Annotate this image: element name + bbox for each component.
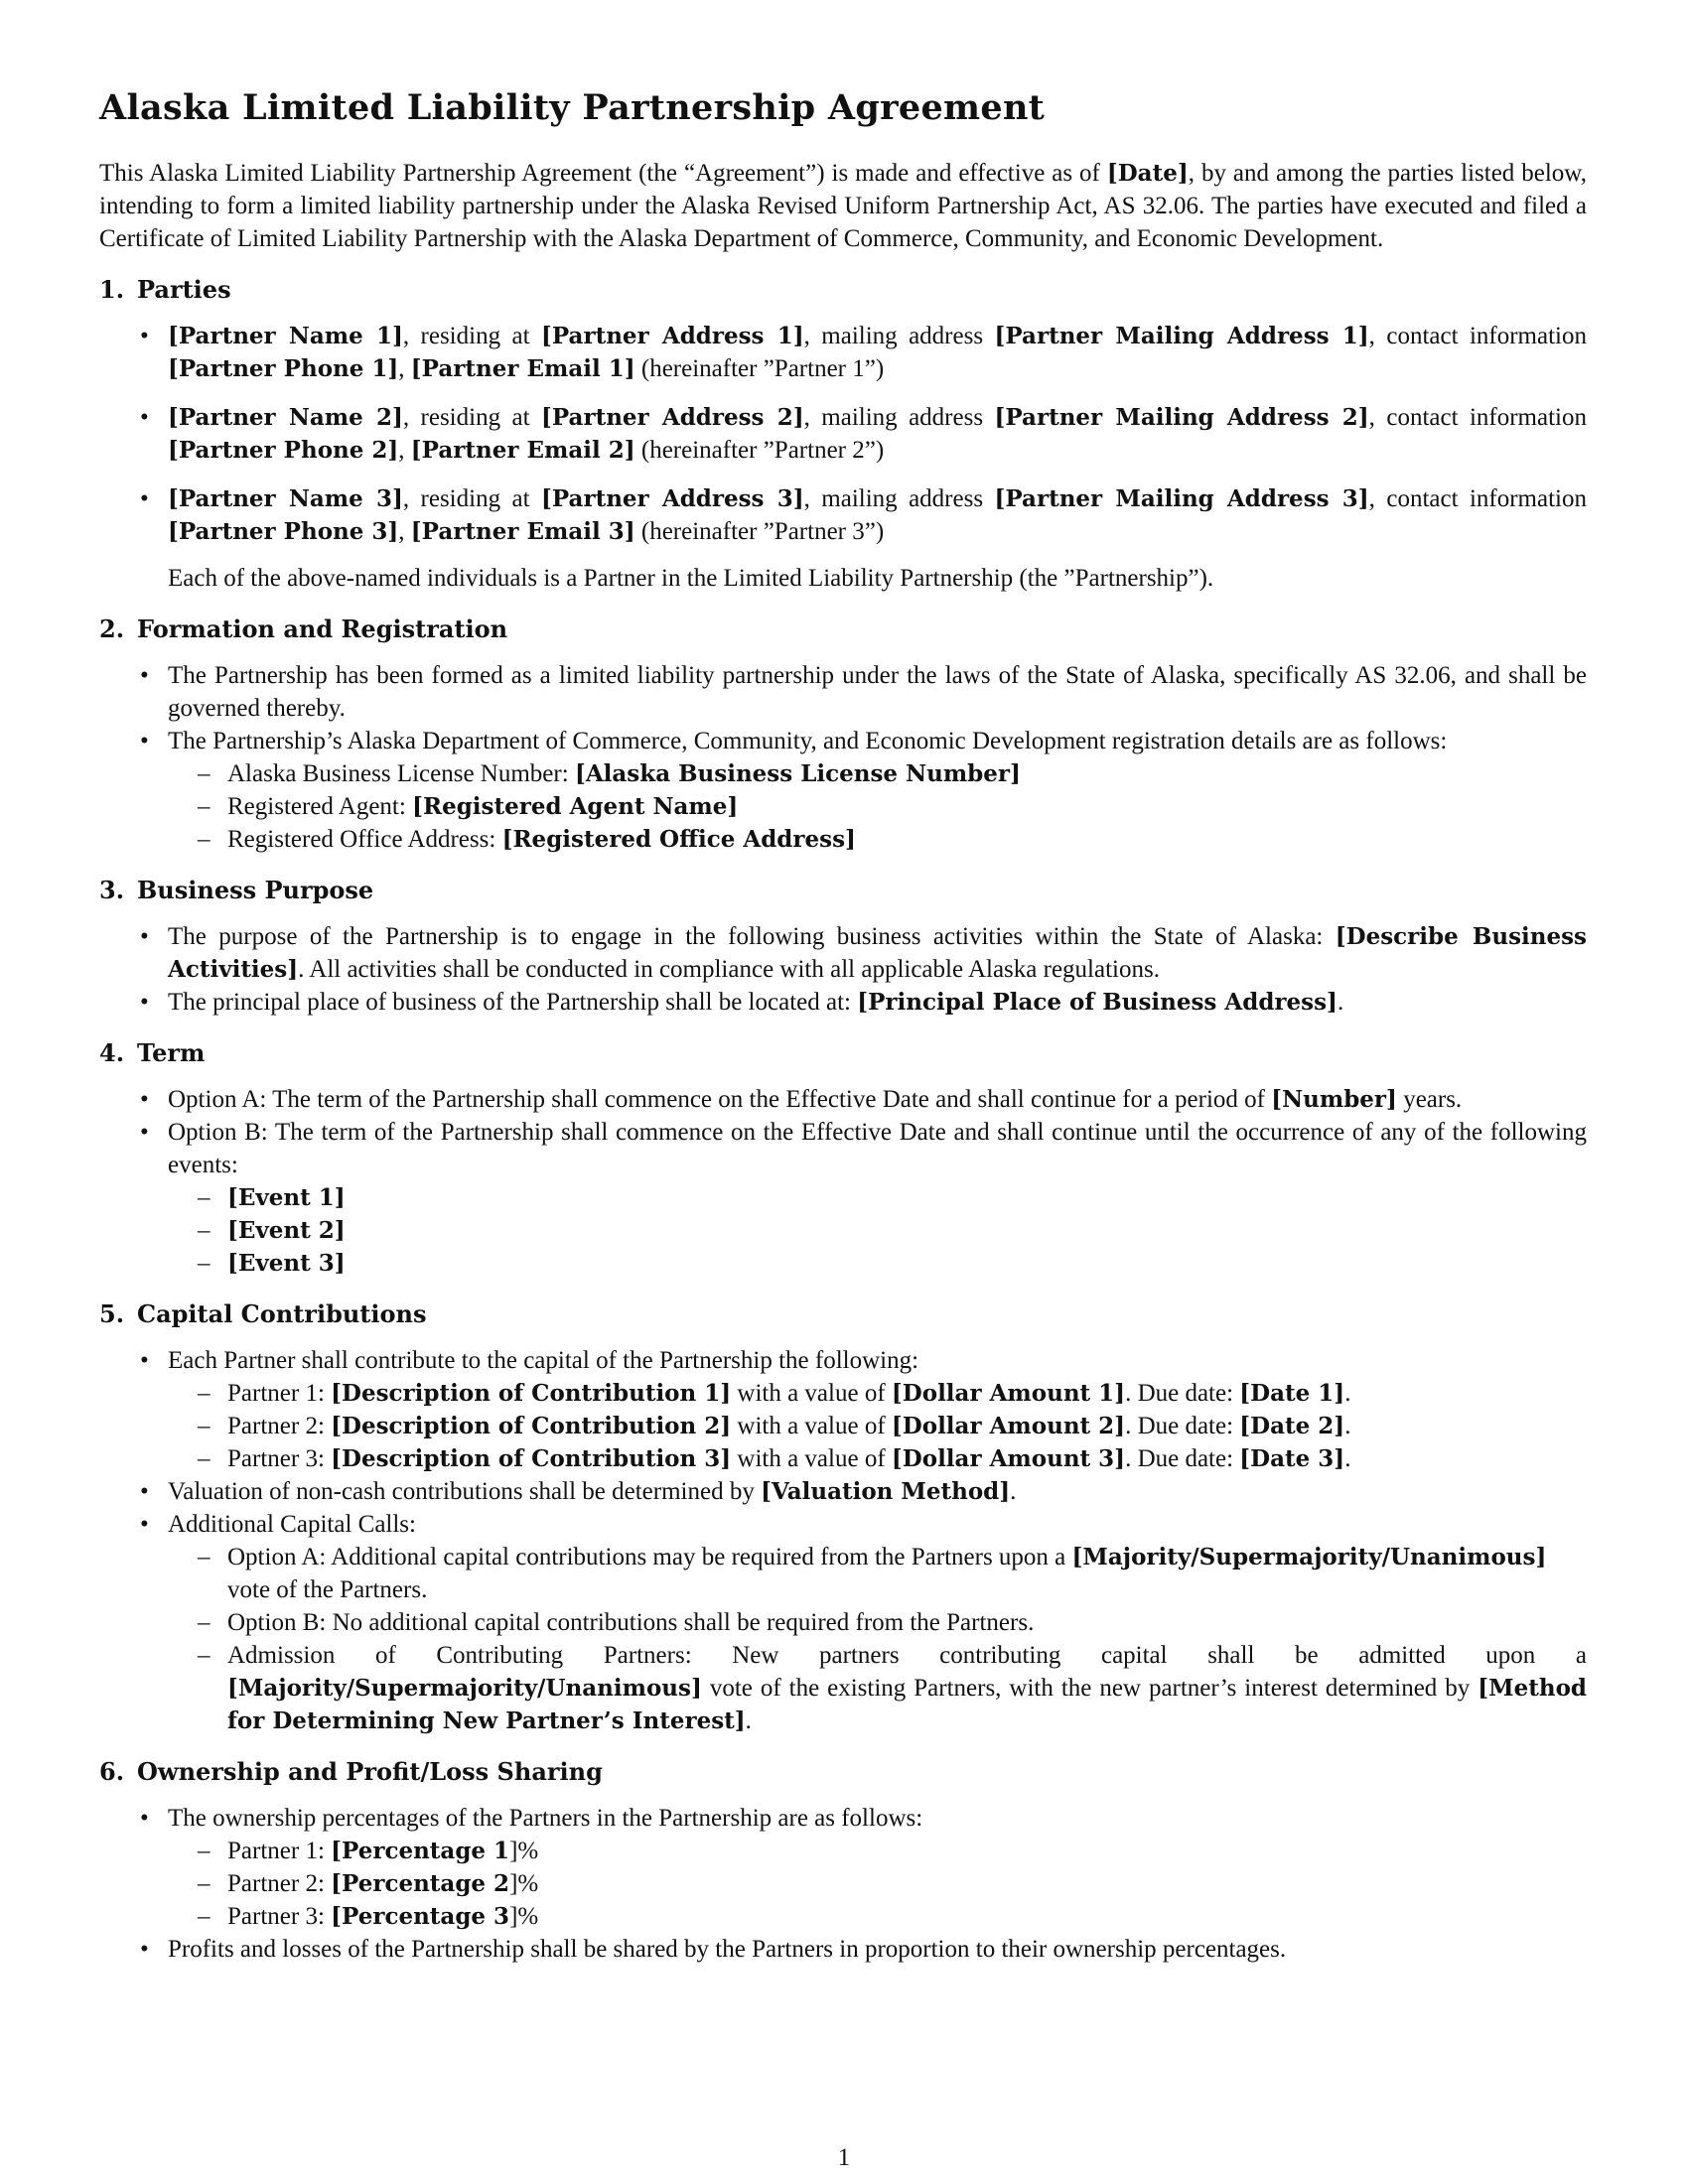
list-item: • The Partnership has been formed as a limited liability partnership under the laws of the State of Alaska, specifically AS 32.06, and shall be governed thereby. — [168, 659, 1587, 725]
list-item: • Each Partner shall contribute to the capital of the Partnership the following: – Partner 1: [Description of Contribution 1] with a value of [Dollar Amount 1]. Due date: [Date 1]. – Partner 2: [Description of Contribution 2] with a value of [Dollar Amount 2]. Due date: [Date 2]. – Partner 3: [Description of Contribution 3] with a value of [Dollar Amount 3]. Due date: [Date 3]. — [168, 1344, 1587, 1475]
term-option-a: • Option A: The term of the Partnership shall commence on the Effective Date and shall continue for a period of [Number] years. — [168, 1083, 1587, 1116]
license-number-item: – Alaska Business License Number: [Alaska Business License Number] — [227, 757, 1587, 790]
section-parties — [99, 273, 1587, 595]
partner-entry-2: • [Partner Name 2], residing at [Partner Address 2], mailing address [Partner Mailing Address 2], contact information [Partner Phone 2], [Partner Email 2] (hereinafter ”Partner 2”) — [168, 401, 1587, 467]
capital-call-option-a: – Option A: Additional capital contributions may be required from the Partners upon a [Majority/Supermajority/Unanimous] vote of the Partners. — [227, 1541, 1587, 1606]
registered-office-item: – Registered Office Address: [Registered Office Address] — [227, 823, 1587, 856]
contributions-list — [99, 1344, 1587, 1737]
document-page — [99, 87, 1587, 1966]
percentage-item-3: – Partner 3: [Percentage 3]% — [227, 1900, 1587, 1933]
intro-paragraph — [99, 157, 1587, 255]
formation-list — [99, 659, 1587, 856]
capital-call-options — [168, 1541, 1587, 1737]
admission-item: – Admission of Contributing Partners: New partners contributing capital shall be admitted upon a [Majority/Supermajority/Unanimous] vote of the existing Partners, with the new partner’s interest determined by [Method for Determining New Partner’s Interest]. — [227, 1639, 1587, 1737]
section-business-purpose — [99, 874, 1587, 1019]
contribution-item-1: – Partner 1: [Description of Contribution 1] with a value of [Dollar Amount 1]. Due date: [Date 1]. — [227, 1377, 1587, 1410]
ownership-list — [99, 1802, 1587, 1966]
document-title: Alaska Limited Liability Partnership Agreement — [99, 87, 1046, 128]
term-list — [99, 1083, 1587, 1280]
section-ownership — [99, 1755, 1587, 1966]
registration-details — [168, 757, 1587, 856]
list-item: • Valuation of non-cash contributions shall be determined by [Valuation Method]. — [168, 1475, 1587, 1508]
capital-call-option-b: – Option B: No additional capital contributions shall be required from the Partners. — [227, 1606, 1587, 1639]
list-item: – [Event 2] — [227, 1214, 1587, 1247]
purpose-list — [99, 920, 1587, 1019]
list-item: • The purpose of the Partnership is to engage in the following business activities within the State of Alaska: [Describe Business Activities]. All activities shall be conducted in compliance with all applicable Alaska regulations. — [168, 920, 1587, 986]
section-capital-contributions — [99, 1297, 1587, 1737]
term-option-b: • Option B: The term of the Partnership shall commence on the Effective Date and shall continue until the occurrence of any of the following events: – [Event 1] – [Event 2] – [Event 3] — [168, 1116, 1587, 1280]
contribution-details — [168, 1377, 1587, 1475]
list-item: – [Event 3] — [227, 1247, 1587, 1280]
date-placeholder: [Date] — [1106, 160, 1189, 187]
list-item: • Profits and losses of the Partnership shall be shared by the Partners in proportion to their ownership percentages. — [168, 1933, 1587, 1966]
percentage-item-1: – Partner 1: [Percentage 1]% — [227, 1835, 1587, 1867]
partner-entry-1: • [Partner Name 1], residing at [Partner Address 1], mailing address [Partner Mailing Address 1], contact information [Partner Phone 1], [Partner Email 1] (hereinafter ”Partner 1”) — [168, 320, 1587, 385]
percentage-item-2: – Partner 2: [Percentage 2]% — [227, 1867, 1587, 1900]
partner-list — [99, 320, 1587, 548]
section-term — [99, 1036, 1587, 1280]
page-number: 1 — [837, 2144, 851, 2171]
section-formation — [99, 613, 1587, 856]
intro-text: This Alaska Limited Liability Partnership Agreement (the “Agreement”) is made and effective as of — [99, 160, 1107, 187]
list-item: – [Event 1] — [227, 1181, 1587, 1214]
list-item: • Additional Capital Calls: – Option A: Additional capital contributions may be required from the Partners upon a [Majority/Supermajority/Unanimous] vote of the Partners. – Option B: No additional capital contributions shall be required from the Partners. – Admission of Contributing Partners: New partners contributing capital shall be admitted upon a [Majority/Supermajority/Unanimous] vote of the existing Partners, with the new partner’s interest determined by [Method for Determining New Partner’s Interest]. — [168, 1508, 1587, 1737]
intro-text-cont: , by and among the parties listed below, intending to form a limited liability partnership under the Alaska Revised Uniform Partnership Act, AS 32.06. The parties have executed and filed a Certificate of Limited Liability Partnership with the Alaska Department of Commerce, Community, and Economic Development. — [99, 160, 1587, 252]
list-item: • The principal place of business of the Partnership shall be located at: [Principal Place of Business Address]. — [168, 986, 1587, 1019]
section-heading: 5. Capital Contributions — [99, 1299, 427, 1328]
section-heading: 4. Term — [99, 1038, 206, 1067]
contribution-item-2: – Partner 2: [Description of Contribution 2] with a value of [Dollar Amount 2]. Due date: [Date 2]. — [227, 1410, 1587, 1442]
percentage-list — [168, 1835, 1587, 1933]
partner-entry-3: • [Partner Name 3], residing at [Partner Address 3], mailing address [Partner Mailing Address 3], contact information [Partner Phone 3], [Partner Email 3] (hereinafter ”Partner 3”) — [168, 482, 1587, 548]
list-item: • The Partnership’s Alaska Department of Commerce, Community, and Economic Development registration details are as follows: – Alaska Business License Number: [Alaska Business License Number] – Registered Agent: [Registered Agent Name] – Registered Office Address: [Registered Office Address] — [168, 725, 1587, 856]
event-list — [168, 1181, 1587, 1280]
section-heading: 3. Business Purpose — [99, 876, 374, 904]
section-heading: 2. Formation and Registration — [99, 614, 508, 643]
section-heading: 6. Ownership and Profit/Loss Sharing — [99, 1757, 603, 1786]
list-item: • The ownership percentages of the Partners in the Partnership are as follows: – Partner 1: [Percentage 1]% – Partner 2: [Percentage 2]% – Partner 3: [Percentage 3]% — [168, 1802, 1587, 1933]
contribution-item-3: – Partner 3: [Description of Contribution 3] with a value of [Dollar Amount 3]. Due date: [Date 3]. — [227, 1442, 1587, 1475]
parties-closing-text: Each of the above-named individuals is a Partner in the Limited Liability Partnership (the ”Partnership”). — [168, 565, 1214, 592]
registered-agent-item: – Registered Agent: [Registered Agent Name] — [227, 790, 1587, 823]
section-heading: 1. Parties — [99, 275, 231, 304]
